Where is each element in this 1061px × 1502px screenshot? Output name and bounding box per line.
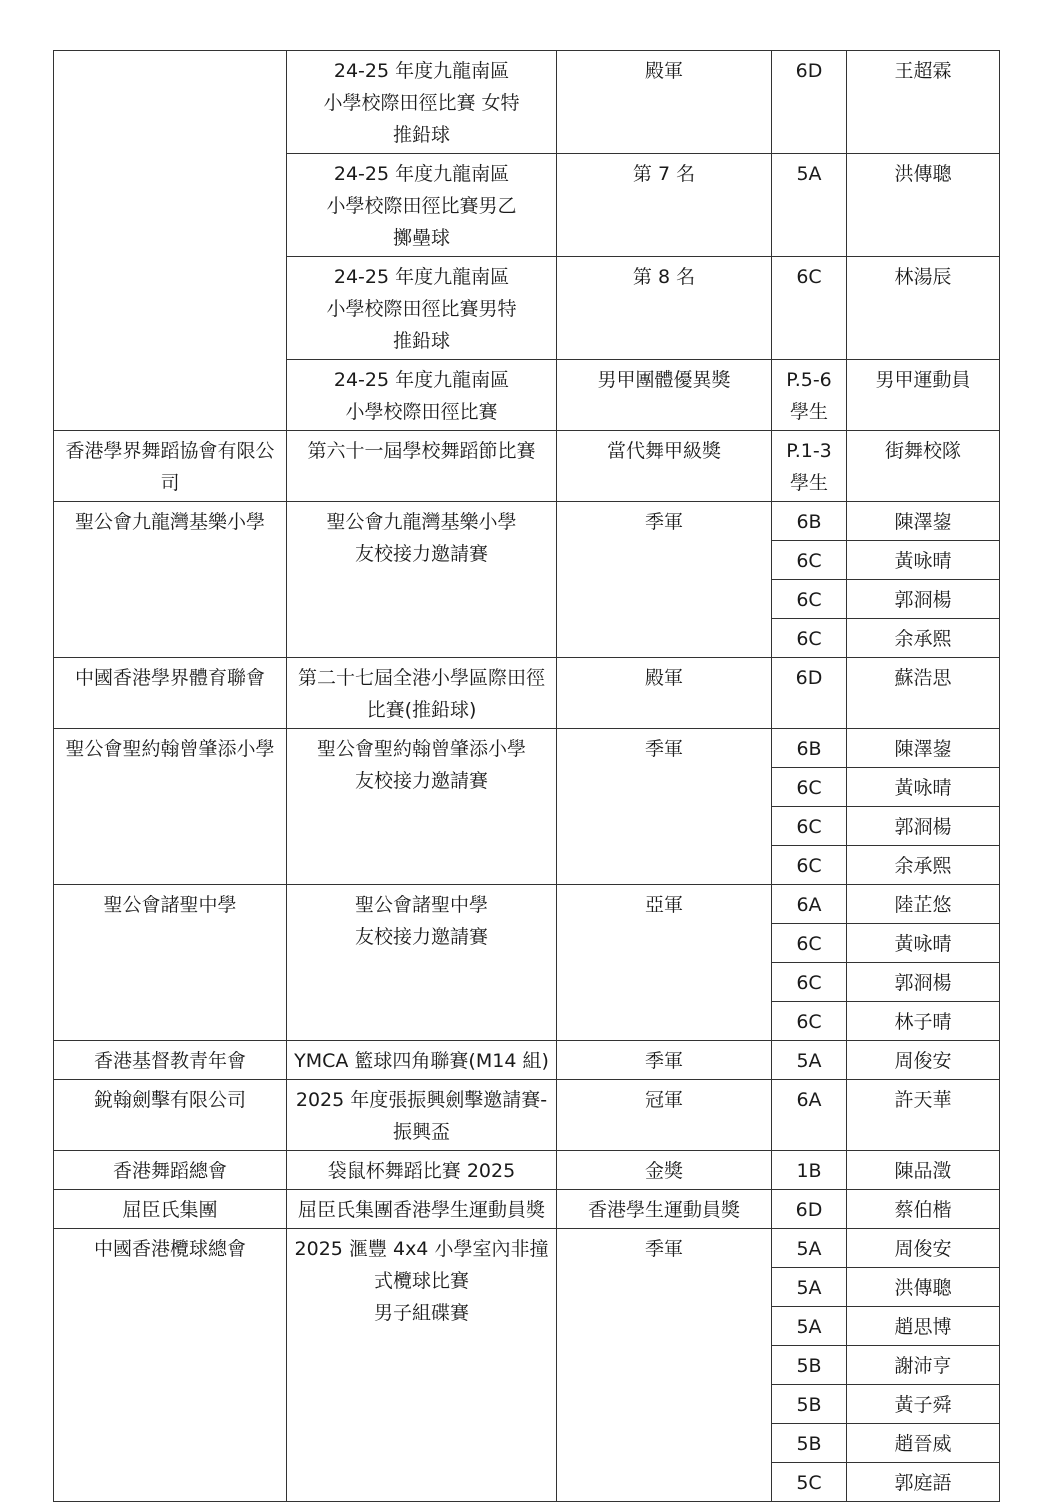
event-cell-line: YMCA 籃球四角聯賽(M14 組) — [294, 1050, 549, 1072]
student-cell: 街舞校隊 — [847, 431, 1000, 502]
event-cell — [287, 1229, 557, 1502]
award-cell: 當代舞甲級獎 — [557, 431, 772, 502]
event-cell-line: 友校接力邀請賽 — [354, 543, 488, 565]
table-row — [54, 885, 1000, 924]
event-cell-line: 推鉛球 — [392, 124, 450, 146]
award-cell: 第 8 名 — [557, 257, 772, 360]
class-cell: 6D — [772, 658, 847, 729]
class-cell: P.1-3 學生 — [772, 431, 847, 502]
table-row — [54, 729, 1000, 768]
class-cell: 6C — [772, 807, 847, 846]
award-cell: 男甲團體優異獎 — [557, 360, 772, 431]
table-row — [54, 1080, 1000, 1151]
awards-table — [53, 50, 1000, 1502]
class-cell: 6C — [772, 257, 847, 360]
student-cell: 周俊安 — [847, 1041, 1000, 1080]
student-cell: 周俊安 — [847, 1229, 1000, 1268]
organizer-cell: 香港基督教青年會 — [54, 1041, 287, 1080]
event-cell-line: 2025 年度張振興劍擊邀請賽- 振興盃 — [295, 1089, 548, 1143]
class-cell: 5B — [772, 1424, 847, 1463]
class-cell: 6B — [772, 729, 847, 768]
class-cell: 5A — [772, 1307, 847, 1346]
award-cell: 殿軍 — [557, 658, 772, 729]
event-cell-line: 小學校際田徑比賽男乙 — [326, 195, 517, 217]
event-cell-line: 小學校際田徑比賽 女特 — [323, 92, 520, 114]
class-cell: 6C — [772, 924, 847, 963]
event-cell — [287, 257, 557, 360]
student-cell: 洪傳聰 — [847, 154, 1000, 257]
student-cell: 郭庭語 — [847, 1463, 1000, 1502]
class-cell: 6B — [772, 502, 847, 541]
student-cell: 黃咏晴 — [847, 541, 1000, 580]
event-cell-line: 24-25 年度九龍南區 — [333, 369, 510, 391]
class-cell: 6C — [772, 846, 847, 885]
event-cell-line: 聖公會九龍灣基樂小學 — [326, 511, 517, 533]
award-cell: 季軍 — [557, 729, 772, 885]
award-cell: 季軍 — [557, 502, 772, 658]
student-cell: 余承熙 — [847, 619, 1000, 658]
student-cell: 趙晉威 — [847, 1424, 1000, 1463]
table-row — [54, 658, 1000, 729]
award-cell: 第 7 名 — [557, 154, 772, 257]
event-cell — [287, 1151, 557, 1190]
award-cell: 金獎 — [557, 1151, 772, 1190]
student-cell: 林湯辰 — [847, 257, 1000, 360]
student-cell: 趙思博 — [847, 1307, 1000, 1346]
event-cell — [287, 1190, 557, 1229]
class-cell: 6C — [772, 963, 847, 1002]
award-cell: 殿軍 — [557, 51, 772, 154]
class-cell: 1B — [772, 1151, 847, 1190]
award-cell: 季軍 — [557, 1041, 772, 1080]
event-cell-line: 小學校際田徑比賽男特 — [326, 298, 517, 320]
class-cell: 5A — [772, 154, 847, 257]
organizer-cell: 中國香港學界體育聯會 — [54, 658, 287, 729]
student-cell: 郭浻楊 — [847, 963, 1000, 1002]
table-row — [54, 1151, 1000, 1190]
student-cell: 陳澤鋆 — [847, 502, 1000, 541]
event-cell — [287, 1080, 557, 1151]
class-cell: 6A — [772, 1080, 847, 1151]
event-cell-line: 小學校際田徑比賽 — [345, 401, 498, 423]
table-row — [54, 51, 1000, 154]
organizer-cell: 香港舞蹈總會 — [54, 1151, 287, 1190]
class-cell: 5B — [772, 1346, 847, 1385]
class-cell: 5A — [772, 1041, 847, 1080]
class-cell: 5A — [772, 1229, 847, 1268]
table-row — [54, 502, 1000, 541]
student-cell: 許天華 — [847, 1080, 1000, 1151]
class-cell: P.5-6 學生 — [772, 360, 847, 431]
class-cell: 6C — [772, 1002, 847, 1041]
class-cell: 6D — [772, 51, 847, 154]
student-cell: 黃子舜 — [847, 1385, 1000, 1424]
student-cell: 蔡伯楷 — [847, 1190, 1000, 1229]
student-cell: 謝沛亨 — [847, 1346, 1000, 1385]
table-row — [54, 1041, 1000, 1080]
student-cell: 陳澤鋆 — [847, 729, 1000, 768]
event-cell-line: 聖公會聖約翰曾肇添小學 — [316, 738, 526, 760]
event-cell-line: 聖公會諸聖中學 — [354, 894, 488, 916]
organizer-cell — [54, 51, 287, 431]
table-row — [54, 1229, 1000, 1268]
class-cell: 6C — [772, 619, 847, 658]
class-cell: 6D — [772, 1190, 847, 1229]
student-cell: 黃咏晴 — [847, 924, 1000, 963]
student-cell: 陸芷悠 — [847, 885, 1000, 924]
event-cell — [287, 360, 557, 431]
event-cell-line: 第二十七屆全港小學區際田徑比賽(推鉛球) — [297, 667, 545, 721]
event-cell — [287, 502, 557, 658]
award-cell: 香港學生運動員獎 — [557, 1190, 772, 1229]
student-cell: 郭浻楊 — [847, 807, 1000, 846]
class-cell: 6A — [772, 885, 847, 924]
award-cell: 亞軍 — [557, 885, 772, 1041]
student-cell: 黃咏晴 — [847, 768, 1000, 807]
event-cell — [287, 431, 557, 502]
event-cell-line: 友校接力邀請賽 — [354, 770, 488, 792]
class-cell: 6C — [772, 580, 847, 619]
organizer-cell: 聖公會聖約翰曾肇添小學 — [54, 729, 287, 885]
event-cell-line: 24-25 年度九龍南區 — [333, 163, 510, 185]
class-cell: 5B — [772, 1385, 847, 1424]
event-cell — [287, 885, 557, 1041]
student-cell: 陳品澂 — [847, 1151, 1000, 1190]
event-cell-line: 袋鼠杯舞蹈比賽 2025 — [327, 1160, 516, 1182]
organizer-cell: 聖公會諸聖中學 — [54, 885, 287, 1041]
event-cell — [287, 51, 557, 154]
event-cell-line: 24-25 年度九龍南區 — [333, 60, 510, 82]
award-cell: 冠軍 — [557, 1080, 772, 1151]
table-row — [54, 431, 1000, 502]
student-cell: 郭浻楊 — [847, 580, 1000, 619]
student-cell: 林子晴 — [847, 1002, 1000, 1041]
event-cell — [287, 729, 557, 885]
event-cell-line: 屈臣氏集團香港學生運動員獎 — [297, 1199, 545, 1221]
class-cell: 5C — [772, 1463, 847, 1502]
event-cell-line: 推鉛球 — [392, 330, 450, 352]
organizer-cell: 屈臣氏集團 — [54, 1190, 287, 1229]
event-cell-line: 擲壘球 — [392, 227, 450, 249]
event-cell-line: 男子組碟賽 — [373, 1302, 469, 1324]
organizer-cell: 香港學界舞蹈協會有限公司 — [54, 431, 287, 502]
student-cell: 洪傳聰 — [847, 1268, 1000, 1307]
student-cell: 男甲運動員 — [847, 360, 1000, 431]
event-cell-line: 2025 滙豐 4x4 小學室內非撞式欖球比賽 — [294, 1238, 549, 1292]
class-cell: 6C — [772, 768, 847, 807]
class-cell: 6C — [772, 541, 847, 580]
event-cell — [287, 658, 557, 729]
class-cell: 5A — [772, 1268, 847, 1307]
event-cell-line: 友校接力邀請賽 — [354, 926, 488, 948]
student-cell: 余承熙 — [847, 846, 1000, 885]
event-cell-line: 24-25 年度九龍南區 — [333, 266, 510, 288]
organizer-cell: 中國香港欖球總會 — [54, 1229, 287, 1502]
student-cell: 蘇浩思 — [847, 658, 1000, 729]
event-cell-line: 第六十一屆學校舞蹈節比賽 — [307, 440, 536, 462]
award-cell: 季軍 — [557, 1229, 772, 1502]
event-cell — [287, 154, 557, 257]
organizer-cell: 聖公會九龍灣基樂小學 — [54, 502, 287, 658]
organizer-cell: 銳翰劍擊有限公司 — [54, 1080, 287, 1151]
event-cell — [287, 1041, 557, 1080]
student-cell: 王超霖 — [847, 51, 1000, 154]
table-row — [54, 1190, 1000, 1229]
